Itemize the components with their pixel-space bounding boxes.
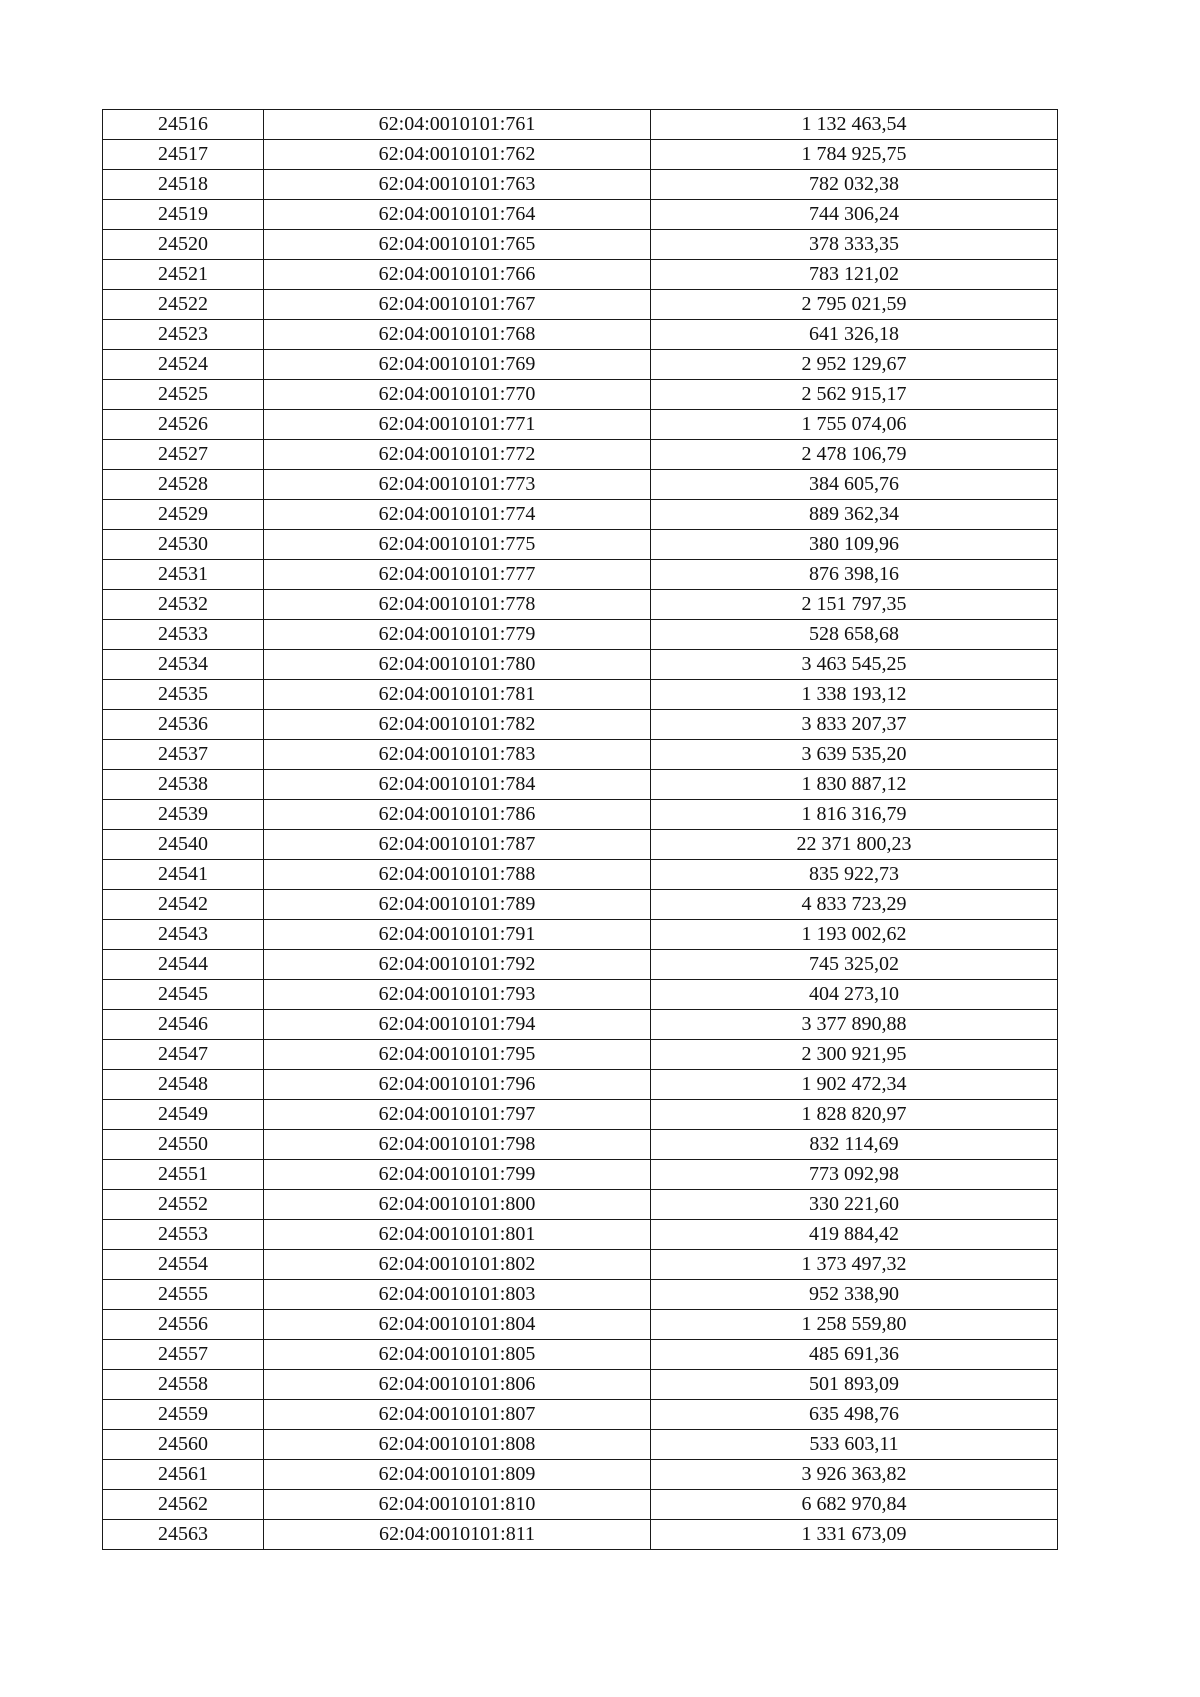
cadastral-number-cell: 62:04:0010101:797 [264, 1100, 651, 1130]
row-number-cell: 24549 [103, 1100, 264, 1130]
row-number-cell: 24550 [103, 1130, 264, 1160]
value-cell: 501 893,09 [651, 1370, 1058, 1400]
value-cell: 4 833 723,29 [651, 890, 1058, 920]
cadastral-number-cell: 62:04:0010101:766 [264, 260, 651, 290]
value-cell: 889 362,34 [651, 500, 1058, 530]
cadastral-number-cell: 62:04:0010101:788 [264, 860, 651, 890]
row-number-cell: 24526 [103, 410, 264, 440]
row-number-cell: 24520 [103, 230, 264, 260]
table-row [103, 620, 1058, 650]
value-cell: 419 884,42 [651, 1220, 1058, 1250]
table-row [103, 1250, 1058, 1280]
row-number-cell: 24554 [103, 1250, 264, 1280]
cadastral-number-cell: 62:04:0010101:762 [264, 140, 651, 170]
value-cell: 2 562 915,17 [651, 380, 1058, 410]
value-cell: 635 498,76 [651, 1400, 1058, 1430]
cadastral-number-cell: 62:04:0010101:807 [264, 1400, 651, 1430]
row-number-cell: 24523 [103, 320, 264, 350]
row-number-cell: 24553 [103, 1220, 264, 1250]
table-row [103, 950, 1058, 980]
row-number-cell: 24546 [103, 1010, 264, 1040]
cadastral-number-cell: 62:04:0010101:809 [264, 1460, 651, 1490]
cadastral-number-cell: 62:04:0010101:787 [264, 830, 651, 860]
value-cell: 3 833 207,37 [651, 710, 1058, 740]
row-number-cell: 24524 [103, 350, 264, 380]
row-number-cell: 24543 [103, 920, 264, 950]
cadastral-value-table [102, 109, 1058, 1550]
table-row [103, 1400, 1058, 1430]
table-body [103, 110, 1058, 1550]
table-row [103, 440, 1058, 470]
table-row [103, 1220, 1058, 1250]
cadastral-number-cell: 62:04:0010101:799 [264, 1160, 651, 1190]
row-number-cell: 24535 [103, 680, 264, 710]
row-number-cell: 24536 [103, 710, 264, 740]
table-row [103, 560, 1058, 590]
row-number-cell: 24561 [103, 1460, 264, 1490]
cadastral-number-cell: 62:04:0010101:795 [264, 1040, 651, 1070]
table-row [103, 590, 1058, 620]
cadastral-number-cell: 62:04:0010101:805 [264, 1340, 651, 1370]
table-row [103, 1070, 1058, 1100]
table-row [103, 350, 1058, 380]
table-row [103, 1370, 1058, 1400]
cadastral-number-cell: 62:04:0010101:770 [264, 380, 651, 410]
cadastral-number-cell: 62:04:0010101:783 [264, 740, 651, 770]
cadastral-number-cell: 62:04:0010101:810 [264, 1490, 651, 1520]
row-number-cell: 24529 [103, 500, 264, 530]
cadastral-number-cell: 62:04:0010101:774 [264, 500, 651, 530]
cadastral-number-cell: 62:04:0010101:777 [264, 560, 651, 590]
value-cell: 378 333,35 [651, 230, 1058, 260]
value-cell: 485 691,36 [651, 1340, 1058, 1370]
value-cell: 2 151 797,35 [651, 590, 1058, 620]
value-cell: 835 922,73 [651, 860, 1058, 890]
value-cell: 952 338,90 [651, 1280, 1058, 1310]
row-number-cell: 24528 [103, 470, 264, 500]
cadastral-number-cell: 62:04:0010101:782 [264, 710, 651, 740]
row-number-cell: 24552 [103, 1190, 264, 1220]
value-cell: 1 338 193,12 [651, 680, 1058, 710]
value-cell: 1 132 463,54 [651, 110, 1058, 140]
value-cell: 380 109,96 [651, 530, 1058, 560]
value-cell: 773 092,98 [651, 1160, 1058, 1190]
table-row [103, 470, 1058, 500]
table-row [103, 680, 1058, 710]
value-cell: 2 952 129,67 [651, 350, 1058, 380]
cadastral-number-cell: 62:04:0010101:786 [264, 800, 651, 830]
value-cell: 782 032,38 [651, 170, 1058, 200]
row-number-cell: 24558 [103, 1370, 264, 1400]
value-cell: 3 639 535,20 [651, 740, 1058, 770]
table-row [103, 890, 1058, 920]
table-row [103, 260, 1058, 290]
cadastral-number-cell: 62:04:0010101:811 [264, 1520, 651, 1550]
table-row [103, 1310, 1058, 1340]
row-number-cell: 24539 [103, 800, 264, 830]
table-row [103, 920, 1058, 950]
value-cell: 22 371 800,23 [651, 830, 1058, 860]
table-row [103, 230, 1058, 260]
table-row [103, 650, 1058, 680]
value-cell: 876 398,16 [651, 560, 1058, 590]
value-cell: 744 306,24 [651, 200, 1058, 230]
value-cell: 1 828 820,97 [651, 1100, 1058, 1130]
table-row [103, 980, 1058, 1010]
table-row [103, 1520, 1058, 1550]
row-number-cell: 24542 [103, 890, 264, 920]
row-number-cell: 24533 [103, 620, 264, 650]
row-number-cell: 24563 [103, 1520, 264, 1550]
row-number-cell: 24527 [103, 440, 264, 470]
row-number-cell: 24545 [103, 980, 264, 1010]
value-cell: 1 784 925,75 [651, 140, 1058, 170]
table-row [103, 710, 1058, 740]
value-cell: 3 926 363,82 [651, 1460, 1058, 1490]
cadastral-number-cell: 62:04:0010101:796 [264, 1070, 651, 1100]
row-number-cell: 24555 [103, 1280, 264, 1310]
cadastral-number-cell: 62:04:0010101:794 [264, 1010, 651, 1040]
row-number-cell: 24518 [103, 170, 264, 200]
value-cell: 533 603,11 [651, 1430, 1058, 1460]
cadastral-number-cell: 62:04:0010101:767 [264, 290, 651, 320]
table-row [103, 140, 1058, 170]
cadastral-number-cell: 62:04:0010101:806 [264, 1370, 651, 1400]
table-row [103, 1100, 1058, 1130]
cadastral-number-cell: 62:04:0010101:798 [264, 1130, 651, 1160]
cadastral-number-cell: 62:04:0010101:768 [264, 320, 651, 350]
value-cell: 2 795 021,59 [651, 290, 1058, 320]
table-row [103, 110, 1058, 140]
table-row [103, 800, 1058, 830]
value-cell: 330 221,60 [651, 1190, 1058, 1220]
cadastral-number-cell: 62:04:0010101:792 [264, 950, 651, 980]
row-number-cell: 24517 [103, 140, 264, 170]
cadastral-number-cell: 62:04:0010101:775 [264, 530, 651, 560]
table-row [103, 1430, 1058, 1460]
cadastral-number-cell: 62:04:0010101:791 [264, 920, 651, 950]
table-row [103, 1010, 1058, 1040]
table-row [103, 740, 1058, 770]
row-number-cell: 24559 [103, 1400, 264, 1430]
table-row [103, 290, 1058, 320]
value-cell: 6 682 970,84 [651, 1490, 1058, 1520]
value-cell: 1 755 074,06 [651, 410, 1058, 440]
table-row [103, 170, 1058, 200]
row-number-cell: 24547 [103, 1040, 264, 1070]
cadastral-number-cell: 62:04:0010101:803 [264, 1280, 651, 1310]
row-number-cell: 24516 [103, 110, 264, 140]
table-row [103, 1340, 1058, 1370]
value-cell: 641 326,18 [651, 320, 1058, 350]
value-cell: 783 121,02 [651, 260, 1058, 290]
value-cell: 745 325,02 [651, 950, 1058, 980]
value-cell: 1 373 497,32 [651, 1250, 1058, 1280]
cadastral-number-cell: 62:04:0010101:800 [264, 1190, 651, 1220]
cadastral-number-cell: 62:04:0010101:801 [264, 1220, 651, 1250]
row-number-cell: 24530 [103, 530, 264, 560]
row-number-cell: 24548 [103, 1070, 264, 1100]
cadastral-number-cell: 62:04:0010101:808 [264, 1430, 651, 1460]
cadastral-number-cell: 62:04:0010101:784 [264, 770, 651, 800]
table-row [103, 500, 1058, 530]
row-number-cell: 24557 [103, 1340, 264, 1370]
cadastral-number-cell: 62:04:0010101:778 [264, 590, 651, 620]
table-row [103, 200, 1058, 230]
row-number-cell: 24525 [103, 380, 264, 410]
row-number-cell: 24562 [103, 1490, 264, 1520]
table-row [103, 860, 1058, 890]
cadastral-number-cell: 62:04:0010101:769 [264, 350, 651, 380]
cadastral-number-cell: 62:04:0010101:765 [264, 230, 651, 260]
value-cell: 1 258 559,80 [651, 1310, 1058, 1340]
cadastral-number-cell: 62:04:0010101:772 [264, 440, 651, 470]
row-number-cell: 24534 [103, 650, 264, 680]
value-cell: 3 463 545,25 [651, 650, 1058, 680]
value-cell: 404 273,10 [651, 980, 1058, 1010]
table-row [103, 1160, 1058, 1190]
row-number-cell: 24541 [103, 860, 264, 890]
value-cell: 2 478 106,79 [651, 440, 1058, 470]
table-row [103, 1490, 1058, 1520]
cadastral-number-cell: 62:04:0010101:779 [264, 620, 651, 650]
value-cell: 528 658,68 [651, 620, 1058, 650]
table-row [103, 1040, 1058, 1070]
row-number-cell: 24521 [103, 260, 264, 290]
cadastral-number-cell: 62:04:0010101:804 [264, 1310, 651, 1340]
row-number-cell: 24556 [103, 1310, 264, 1340]
row-number-cell: 24551 [103, 1160, 264, 1190]
cadastral-number-cell: 62:04:0010101:773 [264, 470, 651, 500]
cadastral-number-cell: 62:04:0010101:761 [264, 110, 651, 140]
table-row [103, 1130, 1058, 1160]
cadastral-number-cell: 62:04:0010101:781 [264, 680, 651, 710]
cadastral-number-cell: 62:04:0010101:793 [264, 980, 651, 1010]
value-cell: 832 114,69 [651, 1130, 1058, 1160]
table-row [103, 410, 1058, 440]
cadastral-number-cell: 62:04:0010101:780 [264, 650, 651, 680]
row-number-cell: 24544 [103, 950, 264, 980]
cadastral-number-cell: 62:04:0010101:802 [264, 1250, 651, 1280]
cadastral-number-cell: 62:04:0010101:763 [264, 170, 651, 200]
table-row [103, 1460, 1058, 1490]
table-row [103, 1280, 1058, 1310]
cadastral-number-cell: 62:04:0010101:771 [264, 410, 651, 440]
table-row [103, 320, 1058, 350]
value-cell: 1 193 002,62 [651, 920, 1058, 950]
cadastral-number-cell: 62:04:0010101:789 [264, 890, 651, 920]
row-number-cell: 24540 [103, 830, 264, 860]
row-number-cell: 24560 [103, 1430, 264, 1460]
row-number-cell: 24531 [103, 560, 264, 590]
row-number-cell: 24532 [103, 590, 264, 620]
table-row [103, 830, 1058, 860]
value-cell: 3 377 890,88 [651, 1010, 1058, 1040]
value-cell: 1 902 472,34 [651, 1070, 1058, 1100]
row-number-cell: 24522 [103, 290, 264, 320]
value-cell: 2 300 921,95 [651, 1040, 1058, 1070]
table-row [103, 1190, 1058, 1220]
row-number-cell: 24538 [103, 770, 264, 800]
row-number-cell: 24519 [103, 200, 264, 230]
value-cell: 1 331 673,09 [651, 1520, 1058, 1550]
cadastral-number-cell: 62:04:0010101:764 [264, 200, 651, 230]
table-row [103, 770, 1058, 800]
value-cell: 384 605,76 [651, 470, 1058, 500]
table-row [103, 380, 1058, 410]
row-number-cell: 24537 [103, 740, 264, 770]
table-row [103, 530, 1058, 560]
value-cell: 1 830 887,12 [651, 770, 1058, 800]
value-cell: 1 816 316,79 [651, 800, 1058, 830]
